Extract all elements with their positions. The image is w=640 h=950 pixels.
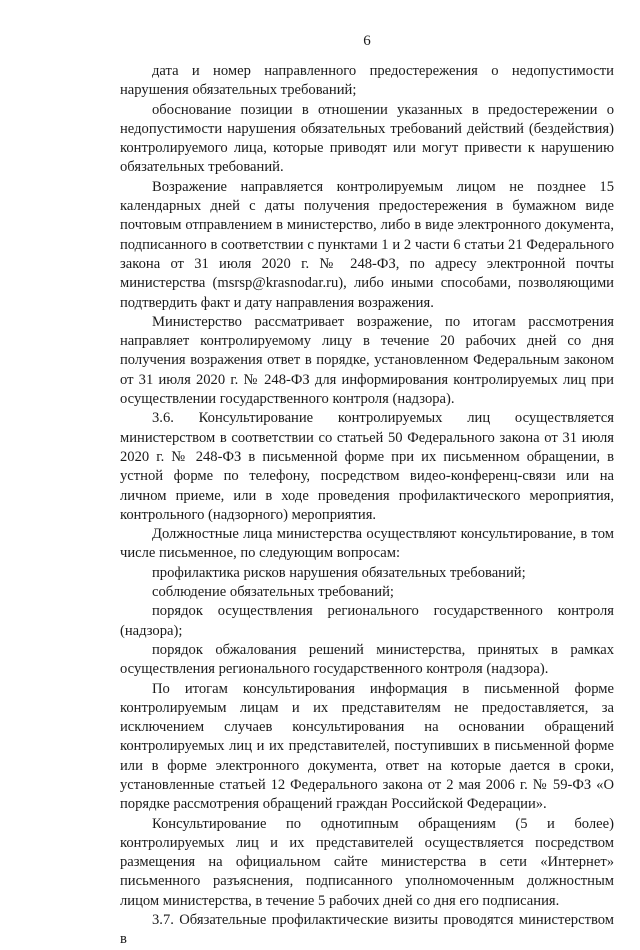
document-page	[120, 0, 614, 948]
paragraph-objection-review: Министерство рассматривает возражение, по итогам рассмотрения направляет контролируемому лицу в течение 20 рабочих дней со дня получения возражения ответ в порядке, установленном Федеральным законом от 31 июля 2020 г. № 248-ФЗ для информирования контролируемых лиц при осуществлении государственного контроля (надзора).	[120, 313, 614, 408]
document-body	[120, 62, 614, 950]
paragraph-consultation-topics-intro: Должностные лица министерства осуществляют консультирование, в том числе письменное, по следующим вопросам:	[120, 526, 614, 562]
list-item-control-procedure: порядок осуществления регионального государственного контроля (надзора);	[120, 603, 614, 639]
paragraph-similar-requests: Консультирование по однотипным обращениям (5 и более) контролируемых лиц и их представителей осуществляется посредством размещения на официальном сайте министерства в сети «Интернет» письменного разъяснения, подписанного уполномоченным должностным лицом министерства, в течение 5 рабочих дней со дня его подписания.	[120, 815, 614, 909]
list-item-compliance: соблюдение обязательных требований;	[152, 584, 394, 601]
page-number: 6	[363, 33, 371, 49]
paragraph-position-justification: обоснование позиции в отношении указанных в предостережении о недопустимости нарушения обязательных требований действий (бездействия) контролируемого лица, которые приводят или могут привести к нарушению обязательных требований.	[120, 101, 614, 176]
paragraph-objection-submission: Возражение направляется контролируемым лицом не позднее 15 календарных дней с даты получения предостережения в бумажном виде почтовым отправлением в министерство, либо в виде электронного документа, подписанного в соответствии с пунктами 1 и 2 части 6 статьи 21 Федерального закона от 31 июля 2020 г. № 248-ФЗ, по адресу электронной почты министерства (msrsp@krasnodar.ru), либо иными способами, позволяющими подтвердить факт и дату направления возражения.	[120, 178, 614, 311]
list-item-appeal-procedure: порядок обжалования решений министерства, принятых в рамках осуществления регионального государственного контроля (надзора).	[120, 641, 614, 678]
list-item-risk-prevention: профилактика рисков нарушения обязательных требований;	[152, 564, 526, 581]
paragraph-section-3-7: 3.7. Обязательные профилактические визиты проводятся министерством в	[120, 912, 614, 948]
paragraph-section-3-6: 3.6. Консультирование контролируемых лиц осуществляется министерством в соответствии со статьей 50 Федерального закона от 31 июля 2020 г. № 248-ФЗ в письменной форме при их письменном обращении, в устной форме по телефону, посредством видео-конференц-связи или на личном приеме, или в ходе проведения профилактического мероприятия, контрольного (надзорного) мероприятия.	[120, 410, 614, 523]
paragraph-written-information: По итогам консультирования информация в письменной форме контролируемым лицам и их представителям не предоставляется, за исключением случаев консультирования на основании обращений контролируемых лиц и их представителей, поступивших в письменной форме или в форме электронного документа, ответ на которые дается в сроки, установленные статьей 12 Федерального закона от 2 мая 2006 г. № 59-ФЗ «О порядке рассмотрения обращений граждан Российской Федерации».	[120, 680, 614, 813]
paragraph-notice-date-number: дата и номер направленного предостережения о недопустимости нарушения обязательных требований;	[120, 63, 614, 99]
